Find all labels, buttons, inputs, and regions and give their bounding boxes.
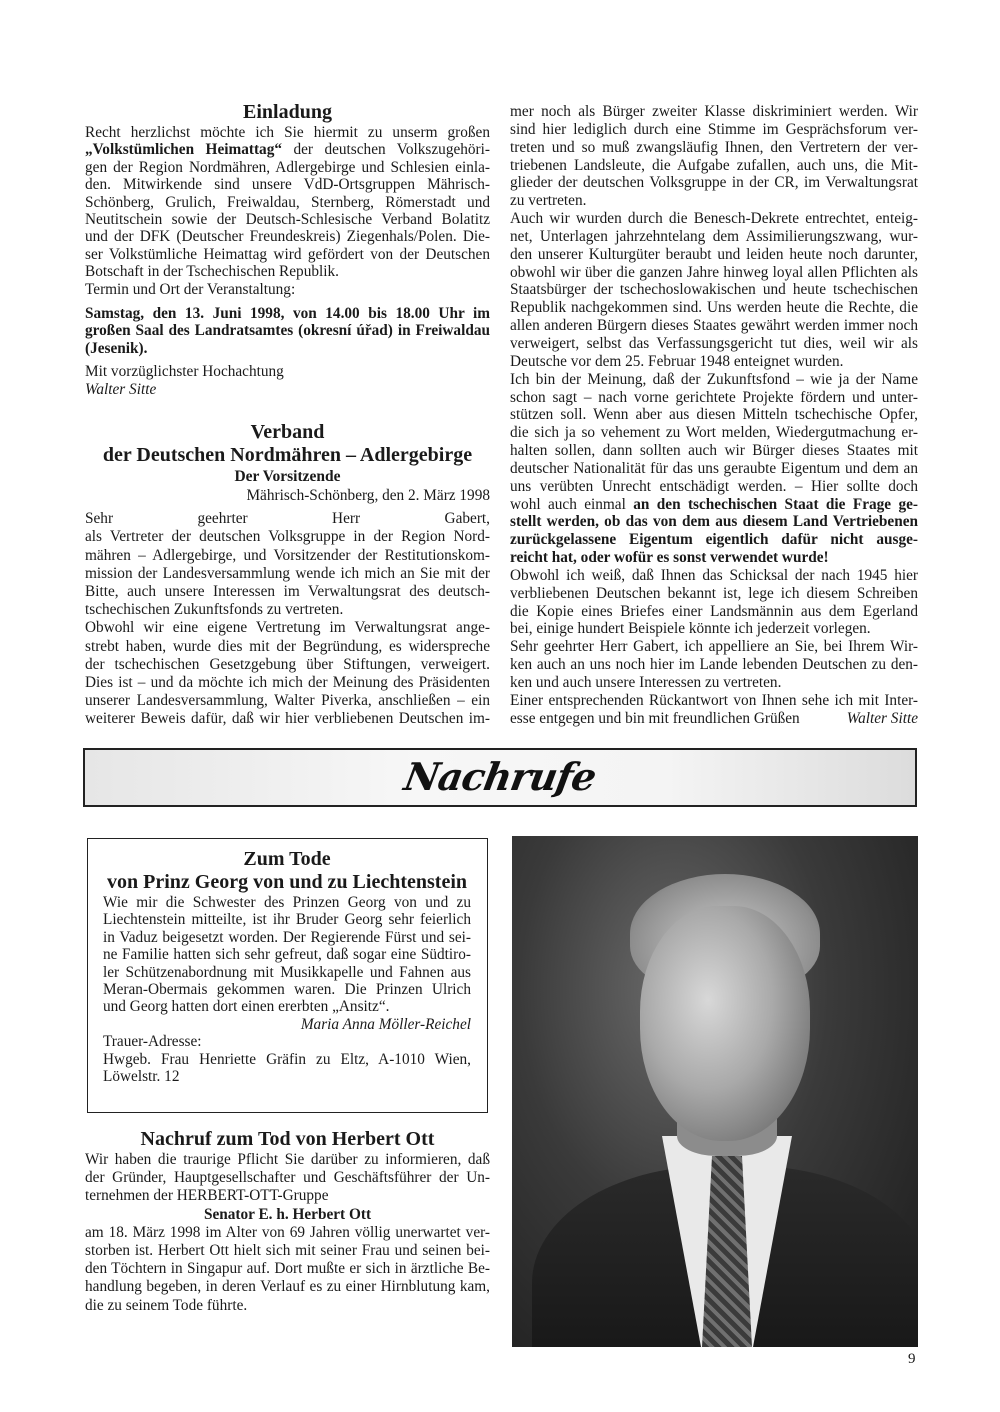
verband-sub-block bbox=[85, 467, 490, 487]
text-line: Staatsbürger der tschechoslowakischen und heute tschechischen bbox=[510, 281, 918, 299]
text-line: und der DFK (Deutscher Freundeskreis) Ziegenhals/Polen. Die- bbox=[85, 228, 490, 246]
right-col-p-block bbox=[510, 103, 918, 210]
text-line: verbliebenen Deutschen bekannt ist, lege ich diesem Schreiben bbox=[510, 584, 918, 602]
right-col-p-block bbox=[510, 638, 918, 692]
text-line bbox=[510, 496, 918, 514]
text-line: Der Vorsitzende bbox=[234, 468, 341, 485]
liechtenstein-title-block bbox=[103, 848, 471, 894]
right-col-p-block bbox=[510, 567, 918, 638]
text-line: mission der Landesversammlung wende ich mich an Sie mit der bbox=[85, 564, 490, 582]
liechtenstein-p-block bbox=[103, 1033, 471, 1050]
text-line: Mit vorzüglichster Hochachtung bbox=[85, 363, 284, 381]
text-line: ternehmen der HERBERT-OTT-Gruppe bbox=[85, 1187, 329, 1205]
text-line: den Töchtern in Singapur auf. Dort mußte er sich in ärztliche Be- bbox=[85, 1260, 490, 1278]
text-line: Walter Sitte bbox=[85, 380, 157, 398]
liechtenstein-p-block bbox=[103, 894, 471, 1016]
text-line: von Prinz Georg von und zu Liechtenstein bbox=[106, 871, 467, 893]
ott-p-block bbox=[85, 1151, 490, 1206]
text-line: den unserer Kulturgüter beraubt und leiden heute noch darunter, bbox=[510, 245, 918, 263]
right-col-p-block bbox=[510, 210, 918, 371]
text-line: triebenen Landsleute, die Aufgabe zufallen, auch uns, die Mit- bbox=[510, 156, 918, 174]
text-line: den. Mitwirkende sind unsere VdD-Ortsgruppen Mährisch- bbox=[85, 176, 490, 194]
text: wohl auch einmal bbox=[510, 495, 634, 513]
einladung-p-block bbox=[85, 363, 490, 380]
liechtenstein-obituary bbox=[103, 848, 471, 1085]
text-line: Mährisch-Schönberg, den 2. März 1998 bbox=[246, 487, 490, 504]
text-line: Botschaft in der Tschechischen Republik. bbox=[85, 263, 339, 281]
text-line: ne Familie hatten sich sehr gefreut, daß sogar eine Südtiro- bbox=[103, 946, 471, 964]
ott-subc-block bbox=[85, 1206, 490, 1224]
text-line: strebt haben, wurde dies mit der Begründung, es widerspreche bbox=[85, 637, 490, 655]
text-line: Samstag, den 13. Juni 1998, von 14.00 bis 18.00 Uhr im bbox=[85, 305, 490, 323]
text-line: halten sollen, dann sollten auch wir Bürger dieses Staates mit bbox=[510, 442, 918, 460]
text-line bbox=[510, 531, 918, 549]
text-line: Republik nachgekommen sind. Uns werden heute die Rechte, die bbox=[510, 299, 918, 317]
photo-face bbox=[640, 906, 810, 1141]
text-line: ken auch an uns noch hier im Lande lebenden Deutschen zu den- bbox=[510, 656, 918, 674]
text-line: Sehr geehrter Herr Gabert, bbox=[85, 510, 490, 528]
text-line: mer noch als Bürger zweiter Klasse diskriminiert werden. Wir bbox=[510, 103, 918, 120]
text-line: Recht herzlichst möchte ich Sie hiermit zu unserm großen bbox=[85, 124, 490, 141]
text-line: zu vertreten. bbox=[510, 192, 587, 210]
text-line: schon sagt – nach vorne gerichtete Projekte fördern und unter- bbox=[510, 388, 918, 406]
verband-right-block bbox=[85, 487, 490, 505]
text-line: die Kopie eines Briefes einer Landsmännin aus dem Egerland bbox=[510, 602, 918, 620]
text-line: am 18. März 1998 im Alter von 69 Jahren völlig unerwartet ver- bbox=[85, 1223, 490, 1241]
einladung-p-block bbox=[85, 124, 490, 281]
bold-text: an den tschechischen Staat die Frage ge- bbox=[633, 495, 918, 513]
right-col-p-block bbox=[510, 371, 918, 567]
text-line bbox=[510, 549, 918, 567]
text-line: weiterer Beweis dafür, daß wir hier verbliebenen Deutschen im- bbox=[85, 710, 490, 728]
text-line: Dies ist – und da möchte ich mich der Meinung des Präsidenten bbox=[85, 674, 490, 692]
text-line: die zu seinem Tode führte. bbox=[85, 1296, 248, 1314]
text-line: Einladung bbox=[243, 101, 332, 123]
text-line: deutscher Nationalität für das uns geraubte Eigentum und dem an bbox=[510, 459, 918, 477]
text-line: bei, einige hundert Beispiele könnte ich jederzeit vorlegen. bbox=[510, 620, 871, 638]
ott-p-block bbox=[85, 1224, 490, 1315]
verband-letter bbox=[85, 421, 490, 729]
text-line: Wir haben die traurige Pflicht Sie darüber zu informieren, daß bbox=[85, 1151, 490, 1168]
text-line: handlung begeben, in deren Verlauf es zu einer Hirnblutung kam, bbox=[85, 1278, 490, 1296]
text-line bbox=[510, 513, 918, 531]
text-line: Schönberg, Grulich, Freiwaldau, Sternberg, Römerstadt und bbox=[85, 193, 490, 211]
text-line: Auch wir wurden durch die Benesch-Dekrete entrechtet, enteig- bbox=[510, 210, 918, 228]
text-line: Meran-Obermais gekommen waren. Die Prinzen Ulrich bbox=[103, 981, 471, 999]
nachrufe-banner bbox=[83, 748, 917, 807]
text-line: und Georg hatten dort einen ererbten „Ansitz“. bbox=[103, 998, 390, 1016]
text-line: ser Volkstümliche Heimattag wird gefördert von der Deutschen bbox=[85, 245, 490, 263]
text-line: Senator E. h. Herbert Ott bbox=[203, 1205, 372, 1223]
text-line: Bitte, auch unsere Interessen im Verwaltungsrat des deutsch- bbox=[85, 583, 490, 601]
text-line: in Vaduz beigesetzt worden. Der Regierende Fürst und sei- bbox=[103, 928, 471, 946]
text-line: Trauer-Adresse: bbox=[103, 1033, 202, 1051]
text-line: mähren – Adlergebirge, und Vorsitzender der Restitutionskom- bbox=[85, 546, 490, 564]
text-line: Zum Tode bbox=[243, 848, 331, 870]
portrait-photo bbox=[512, 836, 918, 1347]
right-col-p-block bbox=[510, 692, 918, 710]
bold-text: reicht hat, oder wofür es sonst verwendet wurde! bbox=[510, 549, 829, 567]
text-line: der tschechischen Gesetzgebung über Stiftungen, verweigert. bbox=[85, 655, 490, 673]
text-line: storben ist. Herbert Ott hielt sich mit seiner Frau und seinen bei- bbox=[85, 1242, 490, 1260]
italic-text: Walter Sitte bbox=[846, 709, 918, 727]
text-line: allen anderen Bürgern dieses Staates gewährt werden immer noch bbox=[510, 317, 918, 335]
text-line: verweigert, selbst das Verfassungsgericht tut dies, weil wir als bbox=[510, 334, 918, 352]
page-number: 9 bbox=[908, 1351, 916, 1367]
text-line: Liechtenstein mitteilte, ist ihr Bruder Georg sehr feierlich bbox=[103, 911, 471, 929]
text-line: Obwohl ich weiß, daß Ihnen das Schicksal der nach 1945 hier bbox=[510, 566, 918, 584]
text-line: der Gründer, Hauptgesellschafter und Geschäftsführer der Un- bbox=[85, 1169, 490, 1187]
text-line: ken und auch unsere Interessen zu vertreten. bbox=[510, 674, 782, 691]
bold-text: stellt werden, ob das von dem aus diesem Land Vertriebenen bbox=[510, 513, 918, 531]
letter-continuation bbox=[510, 103, 918, 728]
text-line bbox=[85, 141, 490, 158]
bold-text: „Volkstümlichen Heimattag“ bbox=[85, 141, 283, 159]
text-line: Deutsche vor dem 25. Februar 1948 enteignet wurden. bbox=[510, 352, 844, 370]
text-line: Hwgeb. Frau Henriette Gräfin zu Eltz, A-1010 Wien, bbox=[103, 1050, 471, 1068]
verband-gap-block bbox=[85, 510, 490, 619]
liechtenstein-p-block bbox=[103, 1051, 471, 1086]
text-line: uns verübten Unrecht entschädigt werden. – Hier sollte doch bbox=[510, 477, 918, 495]
text-line bbox=[510, 710, 918, 728]
einladung-p-block bbox=[85, 281, 490, 298]
text-line: großen Saal des Landratsamtes (okresní úřad) in Freiwaldau bbox=[85, 322, 490, 340]
text-line: Obwohl wir eine eigene Vertretung im Verwaltungsrat ange- bbox=[85, 619, 490, 637]
text-line: Nachruf zum Tod von Herbert Ott bbox=[140, 1128, 435, 1150]
text-line: Verband bbox=[250, 421, 325, 443]
ott-obituary bbox=[85, 1128, 490, 1315]
text: esse entgegen und bin mit freundlichen Grüßen bbox=[510, 709, 800, 727]
text-line: der Deutschen Nordmähren – Adlergebirge bbox=[102, 444, 473, 466]
text-line: Ich bin der Meinung, daß der Zukunftsfond – wie ja der Name bbox=[510, 370, 918, 388]
text-line: gen der Region Nordmähren, Adlergebirge und Schlesien einla- bbox=[85, 158, 490, 176]
text-line: net, Unterlagen jahrzehntelang dem Assimilierungszwang, wur- bbox=[510, 227, 918, 245]
text-line: stützen soll. Wenn aber aus diesen Mitteln tschechische Opfer, bbox=[510, 406, 918, 424]
einladung-title-block bbox=[85, 101, 490, 124]
einladung-bold-block bbox=[85, 305, 490, 357]
text-line: obwohl wir über die ganzen Jahre hinweg loyal allen Pflichten als bbox=[510, 263, 918, 281]
text-line: sind hier lediglich durch eine Stimme im Gesprächsforum ver- bbox=[510, 120, 918, 138]
text-line: treten und so muß zwangsläufig Ihnen, den Vertretern der ver- bbox=[510, 138, 918, 156]
text-line: die sich ja so vehement zu Wort melden, Wiedergutmachung er- bbox=[510, 424, 918, 442]
einladung-article bbox=[85, 101, 490, 398]
text-line: Termin und Ort der Veranstaltung: bbox=[85, 280, 296, 298]
text-line: Wie mir die Schwester des Prinzen Georg von und zu bbox=[103, 894, 471, 911]
verband-p-block bbox=[85, 619, 490, 728]
right-col-split-block bbox=[510, 710, 918, 728]
text-line: als Vertreter der deutschen Volksgruppe in der Region Nord- bbox=[85, 528, 490, 546]
text-line: Neutitschein sowie der Deutsch-Schlesische Verband Bolatitz bbox=[85, 211, 490, 229]
text-line: Einer entsprechenden Rückantwort von Ihnen sehe ich mit Inter- bbox=[510, 691, 918, 709]
text-line: Maria Anna Möller-Reichel bbox=[300, 1015, 471, 1033]
verband-title-block bbox=[85, 421, 490, 467]
bold-text: zurückgelassene Eigentum eigentlich dafür nicht ausge- bbox=[510, 531, 918, 549]
einladung-left-i-block bbox=[85, 381, 490, 398]
text-line: Sehr geehrter Herr Gabert, ich appelliere an Sie, bei Ihrem Wir- bbox=[510, 638, 918, 656]
text-line: tschechischen Zukunftsfonds zu vertreten. bbox=[85, 601, 344, 619]
ott-title-block bbox=[85, 1128, 490, 1151]
text-line: (Jesenik). bbox=[85, 339, 148, 357]
text-line: ler Schützenabordnung mit Musikkapelle und Fahnen aus bbox=[103, 963, 471, 981]
nachrufe-logo: Nachrufe bbox=[400, 754, 600, 799]
text-line: unserer Landesversammlung, Walter Piverka, anschließen – ein bbox=[85, 692, 490, 710]
text-line: Löwelstr. 12 bbox=[103, 1068, 180, 1086]
liechtenstein-right-i-block bbox=[103, 1016, 471, 1033]
text: der deutschen Volkszugehöri- bbox=[282, 141, 490, 159]
text-line: glieder der deutschen Volksgruppe in der CR, im Verwaltungsrat bbox=[510, 174, 918, 192]
